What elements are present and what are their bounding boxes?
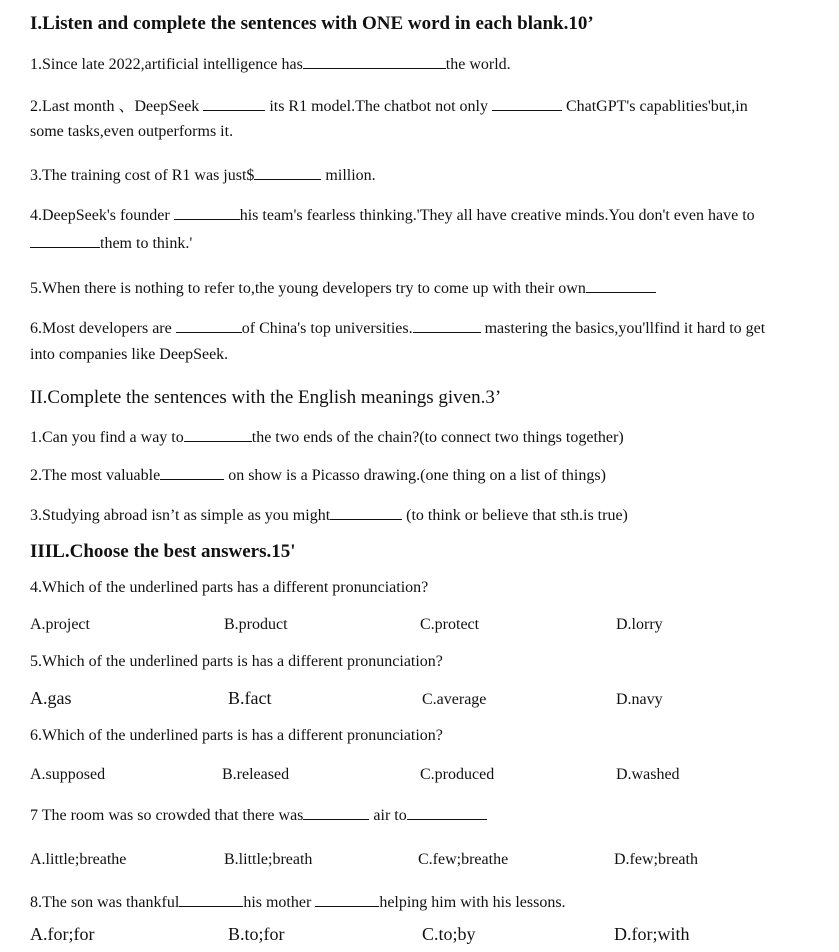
section-1-heading: I.Listen and complete the sentences with ONE word in each blank.10’ — [30, 13, 594, 34]
s3-q8-text-a: 8.The son was thankful — [30, 894, 180, 911]
s3-q8-blank-1[interactable] — [179, 892, 243, 907]
s3-q7-option-a[interactable]: A.little;breathe — [30, 851, 127, 868]
s1-q4-text-c: them to think.' — [100, 235, 193, 252]
s1-q6-text-c: mastering the basics,you'llfind it hard to get — [484, 320, 766, 337]
s3-q5-option-c[interactable]: C.average — [422, 691, 487, 708]
s1-q6-blank-2[interactable] — [413, 318, 481, 333]
s2-question-1 — [30, 427, 624, 448]
s1-q4-blank-2[interactable] — [30, 233, 100, 248]
s1-q4-text-b: his team's fearless thinking.'They all have creative minds.You don't even have to — [239, 207, 755, 224]
s3-q5-stem: 5.Which of the underlined parts is has a different pronunciation? — [30, 653, 443, 670]
s3-q8-text-b: his mother — [243, 894, 312, 911]
s2-q2-text-b: on show is a Picasso drawing.(one thing on a list of things) — [228, 467, 606, 484]
s2-q1-text-b: the two ends of the chain?(to connect two things together) — [251, 429, 624, 446]
s1-q6-text-a: 6.Most developers are — [30, 320, 172, 337]
s1-q6-text-b: of China's top universities. — [241, 320, 413, 337]
section-3-heading: IIIL.Choose the best answers.15' — [30, 541, 296, 562]
s2-q3-blank-1[interactable] — [330, 505, 402, 520]
s1-q4-line-2 — [30, 233, 192, 254]
s2-q1-blank-1[interactable] — [184, 427, 252, 442]
s3-q6-option-c[interactable]: C.produced — [420, 766, 495, 783]
s1-q2-text-a: 2.Last month 、DeepSeek — [30, 98, 200, 115]
s2-q1-text-a: 1.Can you find a way to — [30, 429, 184, 446]
s1-q4-blank-1[interactable] — [174, 205, 240, 220]
s1-question-4 — [30, 205, 755, 226]
s3-q5-option-b[interactable]: B.fact — [228, 688, 272, 708]
s3-q8-option-a[interactable]: A.for;for — [30, 924, 95, 944]
s2-q3-text-a: 3.Studying abroad isn’t as simple as you might — [30, 507, 331, 524]
s3-q5-option-d[interactable]: D.navy — [616, 691, 663, 708]
s1-q2-text-b: its R1 model.The chatbot not only — [269, 98, 488, 115]
s3-q4-stem: 4.Which of the underlined parts has a different pronunciation? — [30, 579, 429, 596]
s3-q4-option-a[interactable]: A.project — [30, 616, 90, 633]
s1-q3-blank-1[interactable] — [254, 165, 321, 180]
s3-q6-option-b[interactable]: B.released — [222, 766, 290, 783]
s3-q7-text-b: air to — [373, 807, 407, 824]
s3-q8-option-c[interactable]: C.to;by — [422, 924, 476, 944]
s1-question-1 — [30, 54, 511, 75]
s1-q2-text-d: some tasks,even outperforms it. — [30, 123, 234, 140]
s1-q1-text-b: the world. — [445, 56, 511, 73]
s3-q7-blank-2[interactable] — [407, 805, 487, 820]
s3-q8-text-c: helping him with his lessons. — [379, 894, 566, 911]
s1-q6-blank-1[interactable] — [176, 318, 242, 333]
s3-q8-option-d[interactable]: D.for;with — [614, 924, 690, 944]
s3-q7-option-c[interactable]: C.few;breathe — [418, 851, 509, 868]
s3-q7-blank-1[interactable] — [303, 805, 369, 820]
s3-q7-option-d[interactable]: D.few;breath — [614, 851, 698, 868]
s3-q4-option-c[interactable]: C.protect — [420, 616, 480, 633]
s1-q6-text-d: into companies like DeepSeek. — [30, 346, 229, 363]
s3-q8-blank-2[interactable] — [315, 892, 379, 907]
s1-q2-text-c: ChatGPT's capablities'but,in — [565, 98, 748, 115]
s1-q4-text-a: 4.DeepSeek's founder — [30, 207, 170, 224]
s1-q3-text-a: 3.The training cost of R1 was just$ — [30, 167, 255, 184]
s3-q5-option-a[interactable]: A.gas — [30, 688, 72, 708]
s1-q2-blank-1[interactable] — [203, 96, 265, 111]
s2-q2-text-a: 2.The most valuable — [30, 467, 161, 484]
s3-q6-stem: 6.Which of the underlined parts is has a different pronunciation? — [30, 727, 443, 744]
s2-question-3 — [30, 505, 628, 526]
s2-q3-text-b: (to think or believe that sth.is true) — [406, 507, 628, 524]
s3-question-8 — [30, 892, 566, 913]
s3-q8-option-b[interactable]: B.to;for — [228, 924, 285, 944]
s3-q4-option-b[interactable]: B.product — [224, 616, 288, 633]
s2-q2-blank-1[interactable] — [160, 465, 224, 480]
s1-q5-blank-1[interactable] — [586, 278, 656, 293]
s3-q4-option-d[interactable]: D.lorry — [616, 616, 663, 633]
s3-q7-text-a: 7 The room was so crowded that there was — [30, 807, 304, 824]
s3-q7-option-b[interactable]: B.little;breath — [224, 851, 313, 868]
s1-q1-text-a: 1.Since late 2022,artificial intelligence has — [30, 56, 303, 73]
s1-q1-blank-1[interactable] — [303, 54, 446, 69]
s3-question-7 — [30, 805, 487, 826]
s2-question-2 — [30, 465, 606, 486]
s3-q6-option-a[interactable]: A.supposed — [30, 766, 106, 783]
s1-q5-text-a: 5.When there is nothing to refer to,the young developers try to come up with their own — [30, 280, 586, 297]
s1-question-6 — [30, 318, 765, 339]
s1-question-5 — [30, 278, 656, 299]
s1-question-3 — [30, 165, 376, 186]
s1-question-2 — [30, 96, 748, 117]
s1-q2-blank-2[interactable] — [492, 96, 562, 111]
s3-q6-option-d[interactable]: D.washed — [616, 766, 680, 783]
section-2-heading: II.Complete the sentences with the English meanings given.3’ — [30, 387, 502, 408]
s1-q3-text-b: million. — [325, 167, 376, 184]
